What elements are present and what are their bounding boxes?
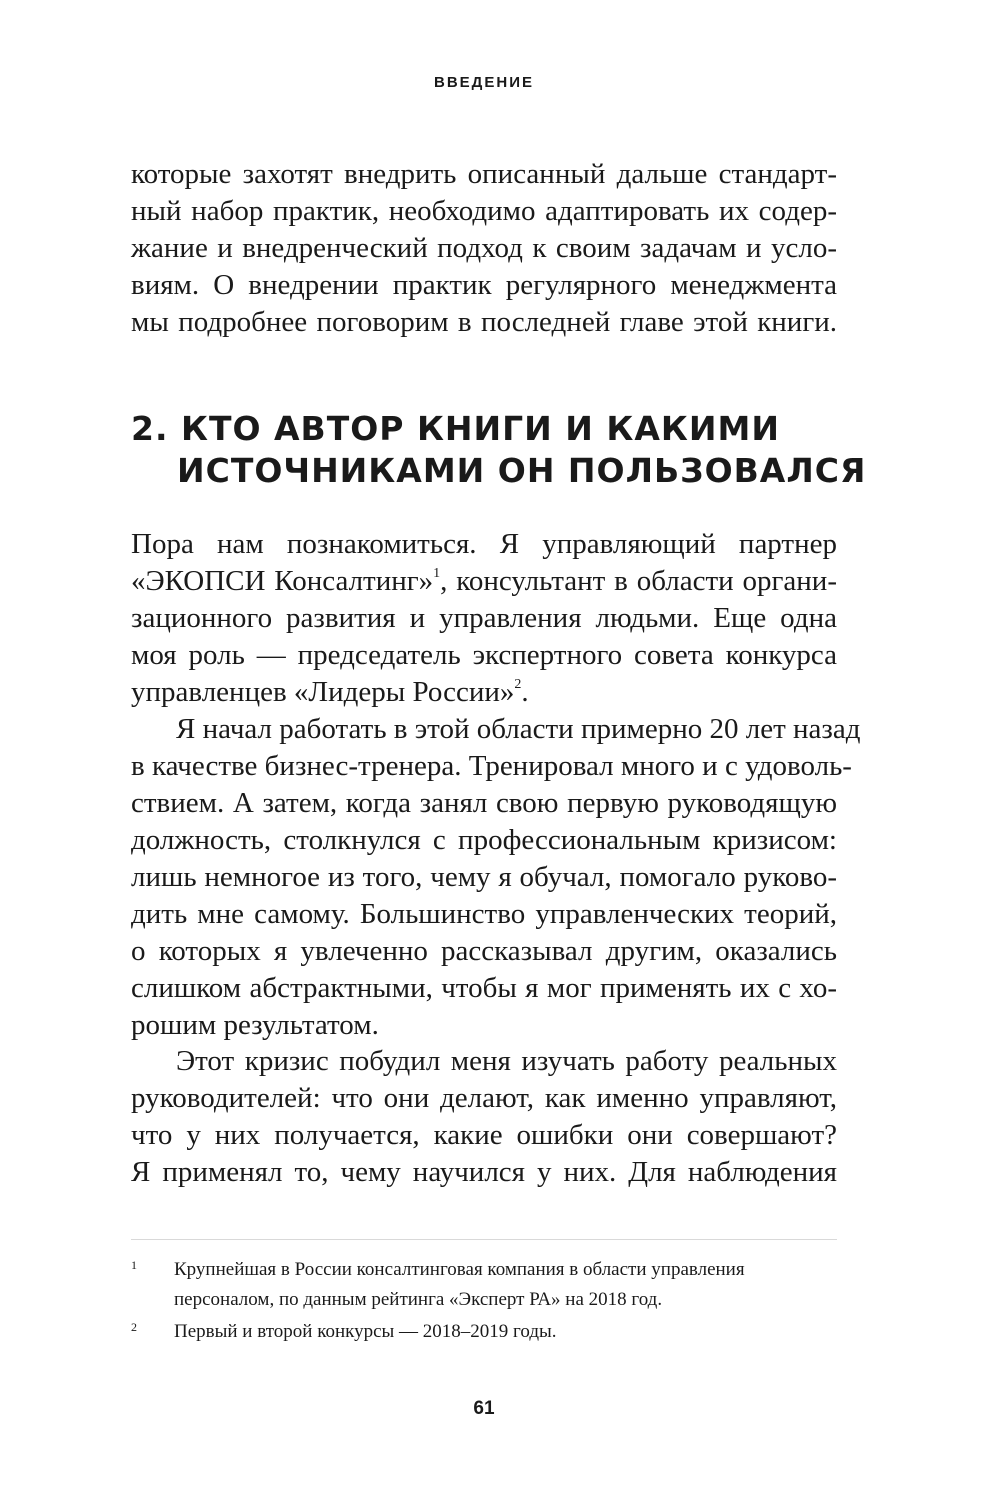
- text-fragment: .: [521, 676, 529, 708]
- text-line: что у них получается, какие ошибки они совершают?: [131, 1119, 837, 1151]
- text-fragment: управленцев «Лидеры России»: [131, 676, 515, 708]
- section-heading: [131, 408, 867, 492]
- text-line: рошим результатом.: [131, 1009, 379, 1041]
- text-line: руководителей: что они делают, как именно управляют,: [131, 1082, 837, 1114]
- text-line: Я начал работать в этой области примерно 20 лет назад: [176, 713, 861, 745]
- footnote-2: [131, 1317, 837, 1347]
- text-line: которые захотят внедрить описанный дальше стандарт-: [131, 158, 837, 190]
- text-line: жание и внедренческий подход к своим задачам и усло-: [131, 232, 837, 264]
- text-line: дить мне самому. Большинство управленческих теорий,: [131, 898, 837, 930]
- paragraph-continuation: [131, 156, 837, 341]
- footnote-number: 1: [131, 1258, 137, 1272]
- footnote-divider: [131, 1239, 837, 1240]
- company-name: «ЭКОПСИ Консалтинг»: [131, 565, 434, 597]
- paragraph-crisis: [131, 1043, 837, 1191]
- running-head: ВВЕДЕНИЕ: [434, 74, 534, 91]
- text-line: зационного развития и управления людьми. Еще одна: [131, 602, 837, 634]
- section-heading-line-2: ИСТОЧНИКАМИ ОН ПОЛЬЗОВАЛСЯ: [177, 451, 867, 490]
- footnote-number: 2: [131, 1320, 137, 1334]
- text-line: ный набор практик, необходимо адаптировать их содер-: [131, 195, 837, 227]
- paragraph-career: [131, 711, 861, 1044]
- paragraph-introduction: [131, 526, 837, 711]
- text-line: виям. О внедрении практик регулярного менеджмента: [131, 269, 837, 301]
- footnote-1: [131, 1255, 837, 1315]
- text-fragment: , консультант в области органи-: [440, 565, 837, 597]
- text-line: в качестве бизнес-тренера. Тренировал много и с удоволь-: [131, 750, 852, 782]
- text-line: лишь немногое из того, чему я обучал, помогало руково-: [131, 861, 837, 893]
- text-line-with-footnote-1: [131, 563, 837, 600]
- footnote-ref-1[interactable]: 1: [433, 566, 441, 582]
- text-line: ствием. А затем, когда занял свою первую руководящую: [131, 787, 837, 819]
- section-heading-line-1: 2. КТО АВТОР КНИГИ И КАКИМИ: [131, 409, 780, 448]
- text-line: о которых я увлеченно рассказывал другим, оказались: [131, 935, 837, 967]
- text-line: Я применял то, чему научился у них. Для наблюдения: [131, 1156, 837, 1188]
- footnote-text: Крупнейшая в России консалтинговая компания в области управления персоналом, по данным рейтинга «Эксперт РА» на 2018 год.: [174, 1259, 745, 1310]
- text-line: должность, столкнулся с профессиональным кризисом:: [131, 824, 837, 856]
- text-line-with-footnote-2: [131, 674, 837, 711]
- text-line: Пора нам познакомиться. Я управляющий партнер: [131, 528, 837, 560]
- footnote-text: Первый и второй конкурсы — 2018–2019 годы.: [174, 1321, 557, 1342]
- footnote-ref-2[interactable]: 2: [514, 677, 522, 693]
- text-line: мы подробнее поговорим в последней главе этой книги.: [131, 306, 837, 338]
- text-line: моя роль — председатель экспертного совета конкурса: [131, 639, 837, 671]
- page-number: 61: [473, 1398, 495, 1419]
- text-line: слишком абстрактными, чтобы я мог применять их с хо-: [131, 972, 837, 1004]
- text-line: Этот кризис побудил меня изучать работу реальных: [176, 1045, 837, 1077]
